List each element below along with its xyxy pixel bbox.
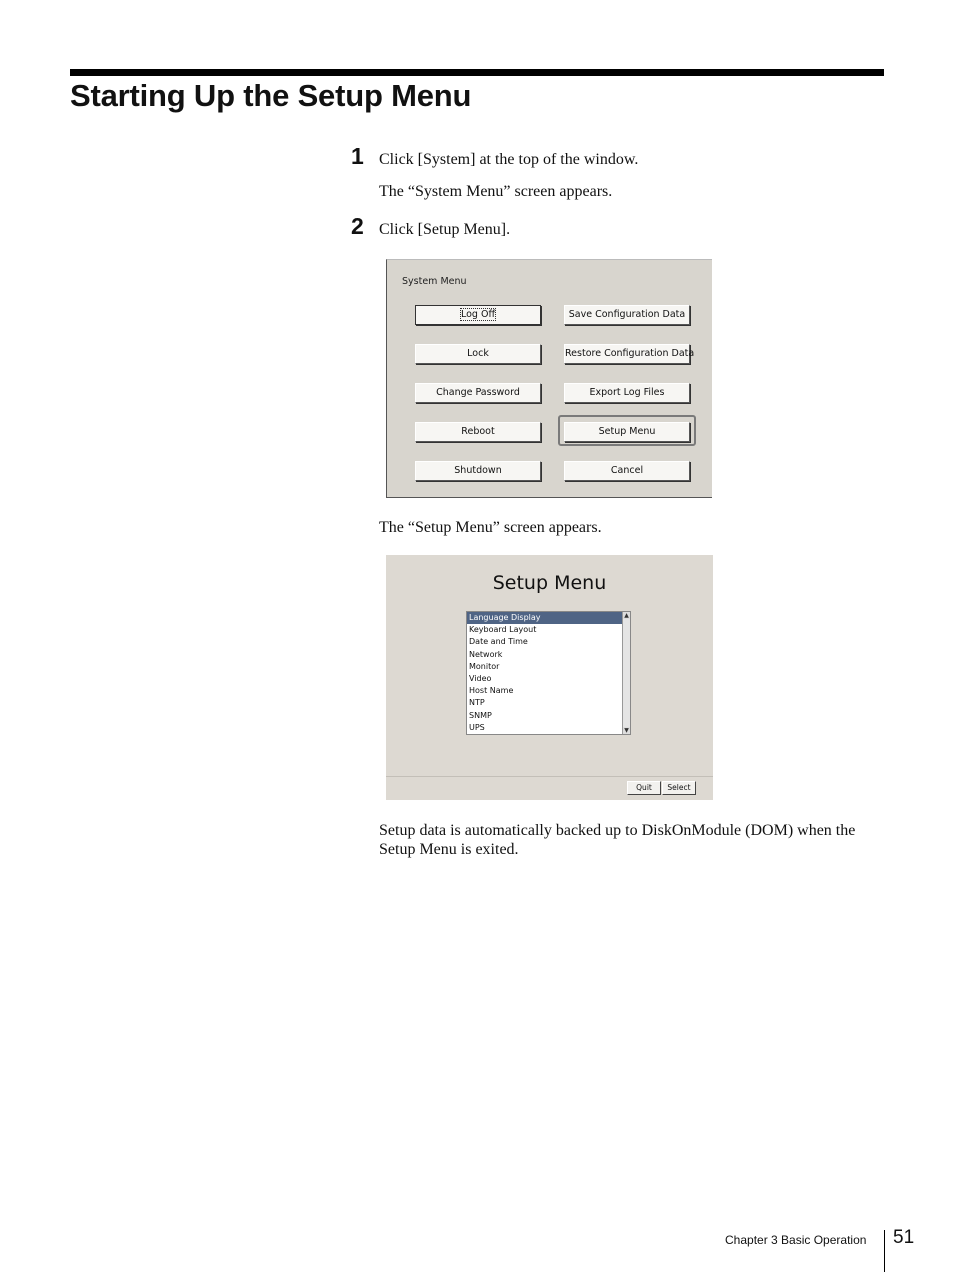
export-log-files-button[interactable]: Export Log Files <box>564 383 690 403</box>
log-off-button[interactable] <box>415 305 541 325</box>
note-line-2: Setup Menu is exited. <box>379 841 519 858</box>
lock-button[interactable]: Lock <box>415 344 541 364</box>
list-item-ntp[interactable]: NTP <box>469 698 485 708</box>
setup-menu-appears-text: The “Setup Menu” screen appears. <box>379 519 602 536</box>
page-title: Starting Up the Setup Menu <box>70 78 472 113</box>
title-rule <box>70 69 884 76</box>
reboot-button[interactable]: Reboot <box>415 422 541 442</box>
system-menu-title: System Menu <box>402 276 467 287</box>
note-line-1: Setup data is automatically backed up to DiskOnModule (DOM) when the <box>379 822 856 839</box>
list-item-ups[interactable]: UPS <box>469 722 485 732</box>
footer-divider <box>884 1230 885 1272</box>
step-1-text: Click [System] at the top of the window. <box>379 151 639 168</box>
scroll-down-icon[interactable]: ▼ <box>624 727 629 734</box>
setup-menu-footer-divider <box>386 776 713 777</box>
select-button[interactable]: Select <box>662 781 696 795</box>
setup-menu-button[interactable]: Setup Menu <box>564 422 690 442</box>
scroll-up-icon[interactable]: ▲ <box>624 612 629 619</box>
list-item-host-name[interactable]: Host Name <box>469 686 514 696</box>
list-scrollbar[interactable] <box>622 612 630 734</box>
system-menu-window <box>386 259 712 498</box>
step-1-number: 1 <box>351 143 364 169</box>
list-item-keyboard-layout[interactable]: Keyboard Layout <box>469 625 537 635</box>
shutdown-button[interactable]: Shutdown <box>415 461 541 481</box>
page-number: 51 <box>893 1227 915 1248</box>
step-2-number: 2 <box>351 213 364 239</box>
list-item-snmp[interactable]: SNMP <box>469 710 492 720</box>
list-item-network[interactable]: Network <box>469 649 503 659</box>
restore-configuration-button[interactable]: Restore Configuration Data <box>564 344 690 364</box>
save-configuration-button[interactable]: Save Configuration Data <box>564 305 690 325</box>
setup-menu-title: Setup Menu <box>492 572 607 594</box>
quit-button[interactable]: Quit <box>627 781 661 795</box>
list-item-date-and-time[interactable]: Date and Time <box>469 637 528 647</box>
step-1-result: The “System Menu” screen appears. <box>379 183 613 200</box>
setup-menu-list[interactable] <box>466 611 631 735</box>
log-off-label: Log Off <box>460 309 495 320</box>
list-item-video[interactable]: Video <box>469 673 492 683</box>
list-item-language-display[interactable]: Language Display <box>467 612 630 624</box>
chapter-label: Chapter 3 Basic Operation <box>725 1233 867 1247</box>
list-item-monitor[interactable]: Monitor <box>469 661 500 671</box>
setup-menu-window <box>386 555 713 800</box>
step-2-text: Click [Setup Menu]. <box>379 221 511 238</box>
cancel-button[interactable]: Cancel <box>564 461 690 481</box>
change-password-button[interactable]: Change Password <box>415 383 541 403</box>
